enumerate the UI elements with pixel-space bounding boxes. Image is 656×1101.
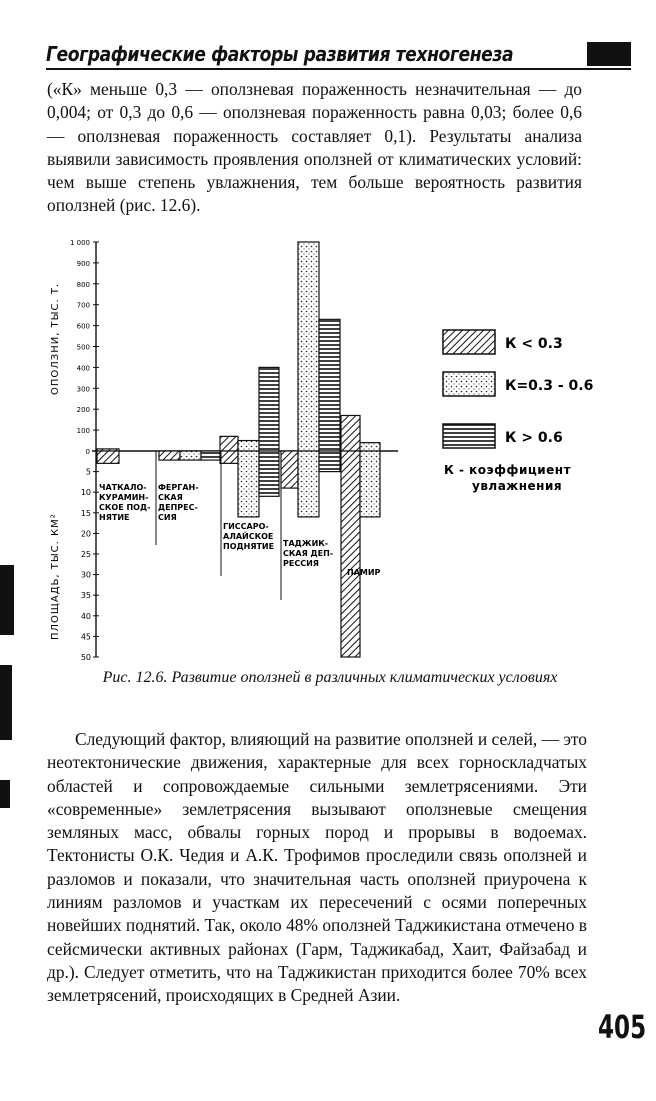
bar-landslides-high <box>319 319 340 451</box>
margin-mark <box>0 780 10 808</box>
paragraph-bottom: Следующий фактор, влияющий на развитие оползней и селей, — это неотектонические движения, характерные для всех горноскладчатых областей и сопровождаемые сильными землетрясениями. Эти «современные» землетрясения вызывают оползневые смещения земляных масс, обвалы горных пород и прорывы в водоемах. Тектонисты О.К. Чедия и А.К. Трофимов проследили связь оползней и разломов и показали, что значительная часть оползней приурочена к линиям разломов и участкам их пересечений с осями поперечных новейших поднятий. Так, около 48% оползней Таджикистана отмечено в сейсмически активных районах (Гарм, Таджикабад, Хаит, Файзабад и др.). Следует отметить, что на Таджикистан приходится более 70% всех землетрясений, происходящих в Средней Азии. <box>47 729 587 1006</box>
upper-tick-label: 0 <box>85 448 90 456</box>
bar-area-high <box>319 451 340 472</box>
region-label: СКАЯ <box>158 493 183 502</box>
bar-area-low <box>341 451 360 657</box>
region-label: ПОДНЯТИЕ <box>223 542 275 551</box>
upper-tick-label: 200 <box>76 406 90 415</box>
legend-note: К - коэффициент <box>444 463 572 477</box>
page-number: 405 <box>598 1008 647 1046</box>
bar-landslides-mid <box>298 242 319 451</box>
lower-tick-label: 30 <box>80 570 91 580</box>
lower-tick-label: 25 <box>80 550 91 559</box>
region-label: КУРАМИН- <box>99 493 149 502</box>
lower-tick-label: 5 <box>85 467 91 477</box>
upper-tick-label: 300 <box>76 385 90 394</box>
upper-tick-label: 500 <box>76 343 90 352</box>
bar-landslides-low <box>341 415 360 451</box>
legend-swatch-high <box>443 424 495 448</box>
bar-landslides-mid <box>360 443 380 451</box>
bar-area-mid <box>360 451 380 517</box>
upper-tick-label: 900 <box>76 259 90 268</box>
legend-swatch-mid <box>443 372 495 396</box>
upper-tick-label: 700 <box>76 301 90 310</box>
region-label: РЕССИЯ <box>283 559 319 568</box>
running-head-title: Географические факторы развития техногенеза <box>46 42 514 66</box>
upper-tick-label: 400 <box>76 364 90 373</box>
upper-tick-label: 800 <box>76 280 90 289</box>
upper-tick-label: 100 <box>76 427 90 436</box>
region-label: СИЯ <box>158 513 177 522</box>
region-label: НЯТИЕ <box>99 513 130 522</box>
region-label: ГИССАРО- <box>223 522 269 531</box>
margin-mark <box>0 665 12 740</box>
y-axis-lower-title: ПЛОЩАДЬ, ТЫС. КМ² <box>50 513 61 640</box>
bar-area-mid <box>238 451 259 517</box>
lower-tick-label: 10 <box>80 488 91 498</box>
legend-note: увлажнения <box>472 479 563 493</box>
bar-landslides-high <box>259 367 279 451</box>
region-label: ДЕПРЕС- <box>158 503 198 512</box>
region-label: ФЕРГАН- <box>158 483 199 492</box>
bar-landslides-low <box>220 436 238 451</box>
region-label: АЛАЙСКОЕ <box>223 532 274 541</box>
bar-area-high <box>201 451 220 460</box>
bar-area-mid <box>180 451 201 460</box>
lower-tick-label: 20 <box>80 529 91 539</box>
y-axis-upper-title: ОПОЛЗНИ, ТЫС. Т. <box>50 282 61 395</box>
bar-landslides-mid <box>238 441 259 451</box>
lower-tick-label: 45 <box>80 632 91 642</box>
lower-tick-label: 15 <box>80 508 91 518</box>
paragraph-top: («К» меньше 0,3 — оползневая пораженность незначительная — до 0,004; от 0,3 до 0,6 — оползневая пораженность равна 0,03; более 0,6 — оползневая пораженность составляет 0,1). Результаты анализа выявили зависимость проявления оползней от климатических условий: чем выше степень увлажнения, тем больше вероятность развития оползней (рис. 12.6). <box>47 79 582 216</box>
lower-tick-label: 50 <box>80 653 91 662</box>
bar-area-low <box>281 451 298 488</box>
figure-caption: Рис. 12.6. Развитие оползней в различных климатических условиях <box>102 669 558 686</box>
legend-swatch-low <box>443 330 495 354</box>
legend-label: К > 0.6 <box>505 430 563 446</box>
bar-area-mid <box>298 451 319 517</box>
margin-mark <box>0 565 14 635</box>
legend-label: К=0.3 - 0.6 <box>505 378 594 394</box>
lower-tick-label: 40 <box>80 611 91 621</box>
region-label: ЧАТКАЛО- <box>99 483 147 492</box>
bar-area-high <box>259 451 279 496</box>
region-label: ПАМИР <box>347 568 381 577</box>
bar-area-low <box>159 451 180 460</box>
bar-area-low <box>220 451 238 463</box>
upper-tick-label: 600 <box>76 322 90 331</box>
region-label: СКАЯ ДЕП- <box>283 549 334 558</box>
upper-tick-label: 1 000 <box>69 239 90 247</box>
lower-tick-label: 35 <box>80 591 91 601</box>
legend-label: К < 0.3 <box>505 336 563 352</box>
bar-area-low <box>97 451 119 463</box>
region-label: ТАДЖИК- <box>283 539 329 548</box>
region-label: СКОЕ ПОД- <box>99 503 151 512</box>
